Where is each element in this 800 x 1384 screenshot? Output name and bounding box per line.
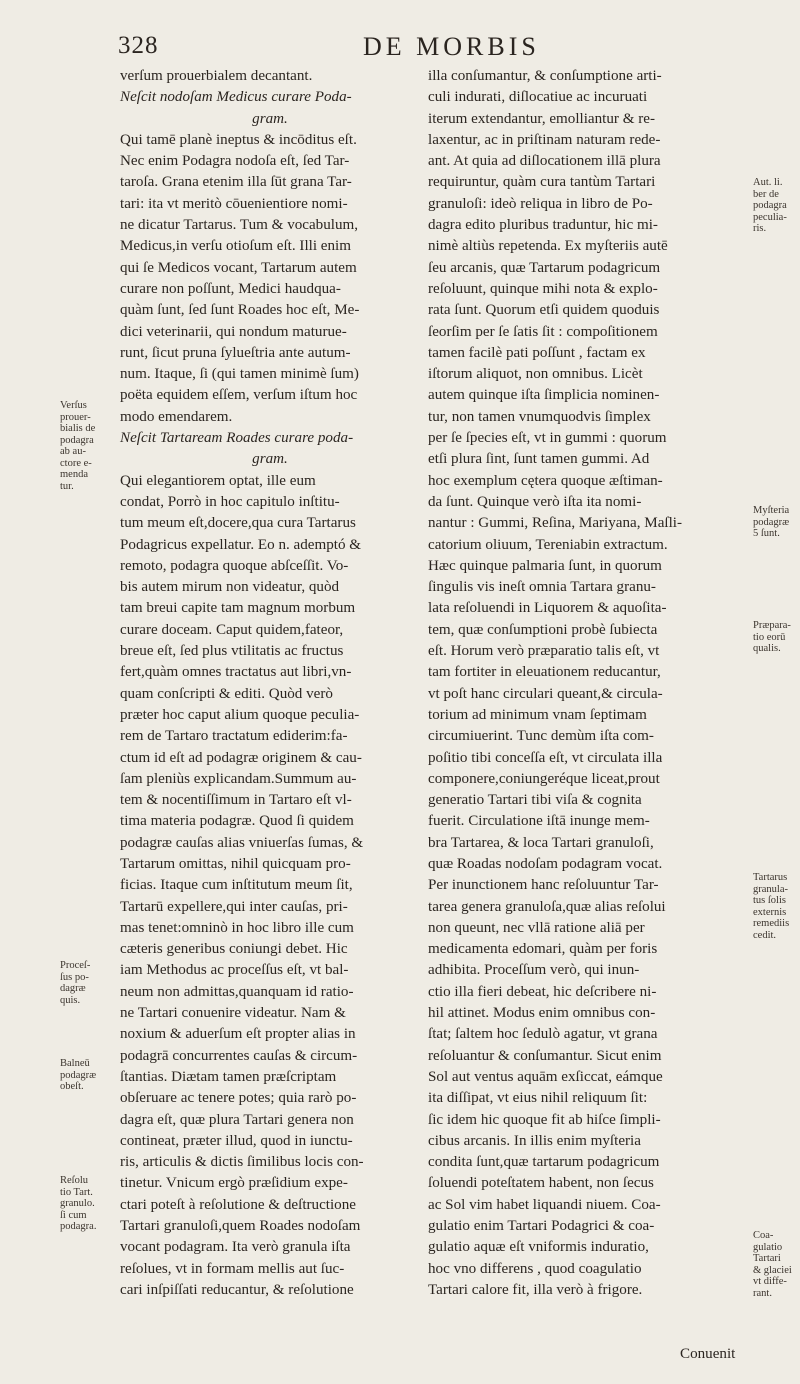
text-line: ſeorſim per ſe ſatis ſit : compoſitionem bbox=[428, 323, 658, 340]
text-line: podagræ cauſas alias vniuerſas ſumas, & bbox=[120, 834, 364, 851]
text-line: fert,quàm omnes tractatus aut libri,vn- bbox=[120, 664, 352, 681]
text-line: verſum prouerbialem decantant. bbox=[120, 68, 313, 84]
margin-note-line: rant. bbox=[753, 1287, 772, 1299]
margin-note-right-1 bbox=[753, 177, 799, 235]
text-line: ſeu arcanis, quæ Tartarum podagricum bbox=[428, 259, 661, 276]
text-line: Hæc quinque palmaria ſunt, in quorum bbox=[428, 557, 662, 574]
text-line: culi indurati, diſlocatiue ac incuruati bbox=[428, 89, 648, 106]
text-line: ſtantias. Diætam tamen præſcriptam bbox=[120, 1068, 337, 1085]
text-line: eſt. Horum verò præparatio talis eſt, vt bbox=[428, 643, 660, 660]
text-line: poëta equidem eſſem, verſum iſtum hoc bbox=[120, 387, 358, 404]
catchword: Conuenit bbox=[680, 1346, 736, 1362]
text-line: mas tenet:omninò in hoc libro ille cum bbox=[120, 919, 354, 936]
text-line: Medicus,in verſu otioſum eſt. Illi enim bbox=[120, 238, 351, 255]
text-line: vocant podagram. Ita verò granula iſta bbox=[120, 1239, 351, 1256]
text-line: ſam pleniùs explicandam.Summum au- bbox=[120, 770, 357, 787]
text-line: ſic idem hic quoque fit ab hiſce ſimpli- bbox=[428, 1111, 661, 1128]
margin-note-line: vt diffe- bbox=[753, 1276, 787, 1287]
margin-note-line: Myſteria bbox=[753, 505, 790, 516]
text-line: catorium oliuum, Tereniabin extractum. bbox=[428, 536, 668, 553]
margin-note-line: 5 ſunt. bbox=[753, 528, 780, 539]
text-line: tam fortiter in eleuationem reducantur, bbox=[428, 664, 661, 681]
text-line: Tartari calore fit, illa verò à frigore. bbox=[428, 1281, 643, 1298]
text-line: ſingulis vis ineſt omnia Tartara granu- bbox=[428, 579, 656, 596]
page-header bbox=[118, 32, 688, 68]
text-line: ſtat; ſaltem hoc ſedulò agatur, vt grana bbox=[428, 1026, 658, 1043]
margin-note-line: Reſolu bbox=[60, 1175, 88, 1186]
text-line: gram. bbox=[252, 110, 288, 127]
text-line: tem, quæ conſumptioni probè ſubiecta bbox=[428, 621, 658, 638]
text-line: circumiuerint. Tunc demùm iſta com- bbox=[428, 728, 654, 745]
text-line: torium ad minimum vnam ſeptimam bbox=[428, 706, 647, 723]
text-line: illa conſumantur, & conſumptione arti- bbox=[428, 68, 662, 84]
running-title: DE MORBIS bbox=[363, 32, 540, 61]
margin-note-line: Proceſ- bbox=[60, 960, 91, 971]
text-line: ac Sol vim habet liquandi niuem. Coa- bbox=[428, 1196, 661, 1213]
text-line: rata ſunt. Quorum etſi quidem quoduis bbox=[428, 302, 660, 319]
margin-note-line: granulo. bbox=[60, 1198, 95, 1209]
text-line: dagra eſt, quæ plura Tartari genera non bbox=[120, 1111, 354, 1128]
margin-note-line: Tartarus bbox=[753, 872, 788, 883]
text-line: qui ſe Medicos vocant, Tartarum autem bbox=[120, 259, 357, 276]
text-line: nimè altiùs repetenda. Ex myſteriis autē bbox=[428, 238, 668, 255]
text-line: medicamenta edomari, quàm per foris bbox=[428, 941, 658, 958]
margin-note-line: quis. bbox=[60, 994, 81, 1006]
text-line: dagra edito pluribus traduntur, hic mi- bbox=[428, 217, 658, 234]
text-line: tur, non tamen vnumquodvis ſimplex bbox=[428, 408, 651, 425]
text-line: ficias. Itaque cum inſtitutum meum ſit, bbox=[120, 877, 353, 894]
text-line: gulatio enim Tartari Podagrici & coa- bbox=[428, 1218, 655, 1235]
margin-note-line: dagræ bbox=[60, 983, 86, 994]
text-line: ne Tartari conuenire videatur. Nam & bbox=[120, 1005, 346, 1022]
text-line: Nec enim Podagra nodoſa eſt, ſed Tar- bbox=[120, 153, 350, 170]
text-line: contineat, præter illud, quod in iunctu- bbox=[120, 1132, 353, 1149]
text-line: runt, ſicut pruna ſylueſtria ante autum- bbox=[120, 344, 351, 361]
text-line: modo emendarem. bbox=[120, 408, 233, 425]
text-line: granuloſi: ideò reliqua in libro de Po- bbox=[428, 195, 653, 212]
text-line: bra Tartarea, & loca Tartari granuloſi, bbox=[428, 834, 654, 851]
text-line: Neſcit nodoſam Medicus curare Poda- bbox=[120, 89, 352, 106]
text-line: nantur : Gummi, Reſina, Mariyana, Maſli- bbox=[428, 515, 683, 532]
text-line: tam breui capite tam magnum morbum bbox=[120, 600, 356, 617]
text-line: hoc vno differens , quod coagulatio bbox=[428, 1260, 642, 1277]
text-line: cæteris generibus coniungi debet. Hic bbox=[120, 941, 348, 958]
text-line: ris, articulis & dictis ſimilibus locis con- bbox=[120, 1154, 364, 1171]
text-line: rem de Tartaro tractatum ediderim:fa- bbox=[120, 728, 348, 745]
text-line: remoto, podagra quoque abſceſſit. Vo- bbox=[120, 557, 349, 574]
margin-note-line: podagræ bbox=[60, 1069, 97, 1081]
text-line: noxium & aduerſum eſt propter alias in bbox=[120, 1026, 356, 1043]
text-line: tari: ita vt meritò cōuenientiore nomi- bbox=[120, 195, 348, 212]
right-text-column bbox=[428, 66, 743, 1301]
text-line: vt poſt hanc circulari queant,& circula- bbox=[428, 685, 663, 702]
margin-note-line: menda bbox=[60, 469, 88, 480]
text-line: quàm ſunt, ſed ſunt Roades hoc eſt, Me- bbox=[120, 302, 360, 319]
text-line: dici veterinarii, qui nondum maturue- bbox=[120, 323, 347, 340]
text-line: Neſcit Tartaream Roades curare poda- bbox=[120, 430, 354, 447]
margin-note-right-4 bbox=[753, 872, 799, 941]
text-line: autem quinque iſta ſimplicia nominen- bbox=[428, 387, 660, 404]
text-line: ctum id eſt ad podagræ originem & cau- bbox=[120, 749, 362, 766]
text-line: reſoluantur & conſumantur. Sicut enim bbox=[428, 1047, 662, 1064]
text-line: neum non admittas,quanquam id ratio- bbox=[120, 983, 354, 1000]
text-line: gram. bbox=[252, 451, 288, 468]
text-line: num. Itaque, ſi (qui tamen minimè ſum) bbox=[120, 366, 359, 383]
text-line: per ſe ſpecies eſt, vt in gummi : quorum bbox=[428, 430, 667, 447]
text-line: tima materia podagræ. Quod ſi quidem bbox=[120, 813, 354, 830]
text-line: da ſunt. Quinque verò iſta ita nomi- bbox=[428, 493, 642, 510]
margin-note-line: Aut. li. bbox=[753, 177, 783, 188]
text-line: gulatio aquæ eſt vniformis induratio, bbox=[428, 1239, 649, 1256]
margin-note-line: peculia- bbox=[753, 211, 787, 223]
margin-note-line: ctore e- bbox=[60, 457, 92, 469]
text-line: cari inſpiſſati reducantur, & reſolutione bbox=[120, 1281, 354, 1298]
text-line: bis autem mirum non videatur, quòd bbox=[120, 579, 340, 596]
margin-note-line: podagra bbox=[60, 434, 94, 446]
margin-note-line: podagra bbox=[753, 200, 787, 211]
text-line: cibus arcanis. In illis enim myſteria bbox=[428, 1132, 641, 1149]
text-line: etſi plura ſint, ſunt tamen gummi. Ad bbox=[428, 451, 650, 468]
text-line: generatio Tartari tibi viſa & cognita bbox=[428, 792, 642, 809]
text-line: quam conſcripti & editi. Quòd verò bbox=[120, 685, 333, 702]
text-line: fuerit. Circulatione iſtā inunge mem- bbox=[428, 813, 650, 830]
text-line: Per inunctionem hanc reſoluuntur Tar- bbox=[428, 877, 659, 894]
text-line: tamen facilè pati poſſunt , factam ex bbox=[428, 344, 646, 361]
text-line: hil attinet. Modus enim omnibus con- bbox=[428, 1005, 656, 1022]
margin-note-line: tus ſolis bbox=[753, 895, 786, 906]
margin-note-line: granula- bbox=[753, 883, 788, 895]
margin-note-line: obeſt. bbox=[60, 1081, 84, 1092]
text-line: taroſa. Grana etenim illa ſūt grana Tar- bbox=[120, 174, 352, 191]
margin-note-left-2 bbox=[60, 960, 114, 1006]
text-line: curare doceam. Caput quidem,fateor, bbox=[120, 621, 344, 638]
text-line: condita ſunt,quæ tartarum podagricum bbox=[428, 1154, 660, 1171]
margin-note-line: ab au- bbox=[60, 446, 86, 457]
margin-note-line: Præpara- bbox=[753, 620, 791, 631]
margin-note-line: tur. bbox=[60, 480, 74, 492]
text-line: ctari poteſt à reſolutione & deſtructione bbox=[120, 1196, 356, 1213]
margin-note-left-4 bbox=[60, 1175, 114, 1233]
text-line: requiruntur, quàm cura tantùm Tartari bbox=[428, 174, 656, 191]
text-line: ne dicatur Tartarus. Tum & vocabulum, bbox=[120, 217, 359, 234]
margin-note-line: Verſus bbox=[60, 400, 87, 411]
margin-note-line: Tartari bbox=[753, 1253, 781, 1264]
page-number: 328 bbox=[118, 32, 159, 59]
margin-note-line: podagræ bbox=[753, 516, 790, 528]
margin-note-line: gulatio bbox=[753, 1241, 783, 1253]
left-text-column bbox=[120, 66, 420, 1301]
text-line: non queunt, nec vllā ratione aliā per bbox=[428, 919, 645, 936]
margin-note-right-2 bbox=[753, 505, 799, 540]
text-line: lata reſoluendi in Liquorem & aquoſita- bbox=[428, 600, 667, 617]
text-line: obſeruare ac tenere potes; quia rarò po- bbox=[120, 1090, 357, 1107]
margin-note-line: & glaciei bbox=[753, 1264, 792, 1276]
margin-note-line: Coa- bbox=[753, 1230, 774, 1241]
text-line: tum meum eſt,docere,qua cura Tartarus bbox=[120, 515, 356, 532]
text-line: Podagricus expellatur. Eo n. ademptó & bbox=[120, 536, 362, 553]
margin-note-line: tio Tart. bbox=[60, 1186, 93, 1198]
text-line: Qui elegantiorem optat, ille eum bbox=[120, 472, 316, 489]
text-line: reſolues, vt in formam mellis aut ſuc- bbox=[120, 1260, 345, 1277]
text-line: breue eſt, ſed plus vtilitatis ac fructus bbox=[120, 643, 344, 660]
margin-note-line: ſus po- bbox=[60, 971, 89, 983]
margin-note-line: qualis. bbox=[753, 643, 781, 654]
margin-note-line: ber de bbox=[753, 188, 779, 200]
margin-note-line: bialis de bbox=[60, 423, 96, 434]
margin-note-line: Balneū bbox=[60, 1058, 90, 1069]
margin-note-right-5 bbox=[753, 1230, 799, 1299]
text-line: iſtorum aliquot, non omnibus. Licèt bbox=[428, 366, 643, 383]
text-line: ant. At quia ad diſlocationem illā plura bbox=[428, 153, 661, 170]
margin-note-line: externis bbox=[753, 906, 787, 918]
text-line: Qui tamē planè ineptus & incōditus eſt. bbox=[120, 131, 357, 148]
text-line: Tartarum omittas, nihil quicquam pro- bbox=[120, 855, 351, 872]
text-line: laxentur, ac in priſtinam naturam rede- bbox=[428, 131, 661, 148]
margin-note-left-3 bbox=[60, 1058, 114, 1093]
text-line: curare non poſſunt, Medici haudqua- bbox=[120, 280, 341, 297]
margin-note-right-3 bbox=[753, 620, 799, 655]
margin-note-line: prouer- bbox=[60, 411, 91, 423]
text-line: condat, Porrò in hoc capitulo inſtitu- bbox=[120, 493, 340, 510]
text-line: ita diſſipat, vt eius nihil reliquum ſit: bbox=[428, 1090, 648, 1107]
text-line: Tartarū expellere,qui inter cauſas, pri- bbox=[120, 898, 348, 915]
text-line: ctio illa fieri debeat, hic deſcribere ni- bbox=[428, 983, 657, 1000]
text-line: tinetur. Vnicum ergò præſidium expe- bbox=[120, 1175, 348, 1192]
margin-note-line: remediis bbox=[753, 918, 790, 929]
text-line: reſoluunt, quinque mihi nota & explo- bbox=[428, 280, 658, 297]
margin-note-line: podagra. bbox=[60, 1221, 97, 1232]
text-line: ſoluendi poteſtatem habent, non ſecus bbox=[428, 1175, 654, 1192]
text-line: poſitio tibi conceſſa eſt, vt circulata illa bbox=[428, 749, 663, 766]
text-line: hoc exemplum cętera quoque æſtiman- bbox=[428, 472, 663, 489]
margin-note-line: ſi cum bbox=[60, 1209, 87, 1221]
text-line: iam Methodus ac proceſſus eſt, vt bal- bbox=[120, 962, 349, 979]
text-line: quæ Roadas nodoſam podagram vocat. bbox=[428, 855, 663, 872]
margin-note-line: cedit. bbox=[753, 929, 777, 941]
text-line: tem & nocentiſſimum in Tartaro eſt vl- bbox=[120, 792, 352, 809]
text-line: adhibita. Proceſſum verò, qui inun- bbox=[428, 962, 640, 979]
text-line: podagrā concurrentes cauſas & circum- bbox=[120, 1047, 358, 1064]
text-line: tarea genera granuloſa,quæ alias reſolui bbox=[428, 898, 666, 915]
margin-note-line: tio eorū bbox=[753, 631, 786, 643]
text-line: præter hoc caput alium quoque peculia- bbox=[120, 706, 360, 723]
text-line: Sol aut ventus aquām exſiccat, eámque bbox=[428, 1068, 663, 1085]
margin-note-left-1 bbox=[60, 400, 114, 492]
margin-note-line: ris. bbox=[753, 223, 767, 234]
text-line: Tartari granuloſi,quem Roades nodoſam bbox=[120, 1218, 361, 1235]
text-line: iterum extendantur, emolliantur & re- bbox=[428, 110, 655, 127]
text-line: componere,coniungeréque liceat,prout bbox=[428, 770, 660, 787]
